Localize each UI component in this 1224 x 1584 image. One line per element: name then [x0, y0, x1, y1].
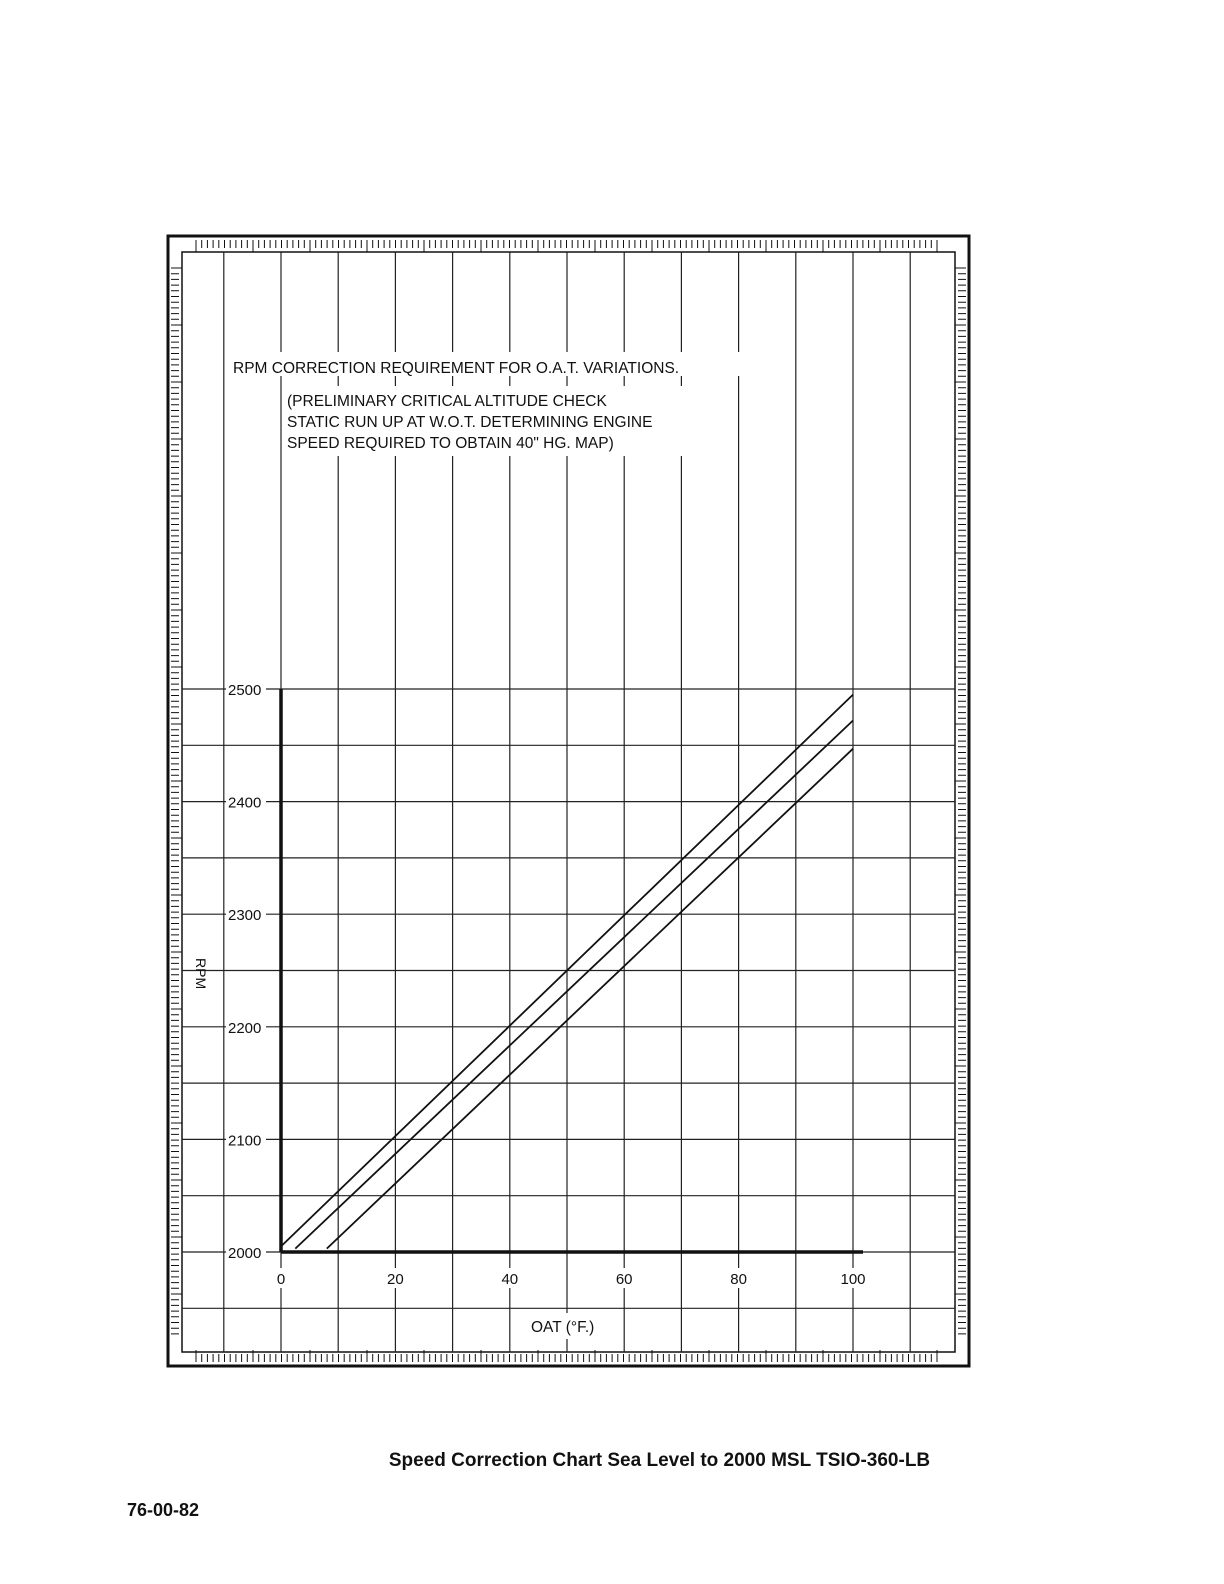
chart-title-block [228, 352, 740, 456]
y-axis-label: RPM [193, 958, 209, 990]
figure-caption: Speed Correction Chart Sea Level to 2000 MSL TSIO-360-LB [388, 1450, 931, 1471]
x-tick-label: 40 [501, 1271, 519, 1288]
x-tick-label: 100 [840, 1271, 866, 1288]
series-line-2 [295, 721, 853, 1249]
document-number: 76-00-82 [127, 1500, 200, 1520]
y-tick-label: 2000 [228, 1245, 262, 1262]
series-line-3 [327, 749, 853, 1249]
x-tick-label: 60 [615, 1271, 633, 1288]
y-tick-label: 2500 [228, 682, 262, 699]
y-tick-label: 2400 [228, 794, 262, 812]
chart-subtitle-line-1: (PRELIMINARY CRITICAL ALTITUDE CHECK [287, 393, 607, 410]
chart-subtitle-line-2: STATIC RUN UP AT W.O.T. DETERMINING ENGINE [287, 414, 653, 431]
y-tick-label: 2300 [228, 907, 262, 925]
chart-tick-labels [226, 679, 869, 1288]
x-tick-label: 0 [276, 1271, 286, 1288]
chart-subtitle-line-3: SPEED REQUIRED TO OBTAIN 40" HG. MAP) [287, 435, 614, 452]
y-tick-label: 2200 [228, 1019, 262, 1037]
y-tick-label: 2100 [228, 1132, 262, 1150]
x-tick-label: 20 [387, 1271, 404, 1288]
x-axis-label: OAT (°F.) [531, 1319, 595, 1336]
chart-title: RPM CORRECTION REQUIREMENT FOR O.A.T. VARIATIONS. [233, 360, 680, 377]
x-tick-label: 80 [730, 1271, 747, 1288]
